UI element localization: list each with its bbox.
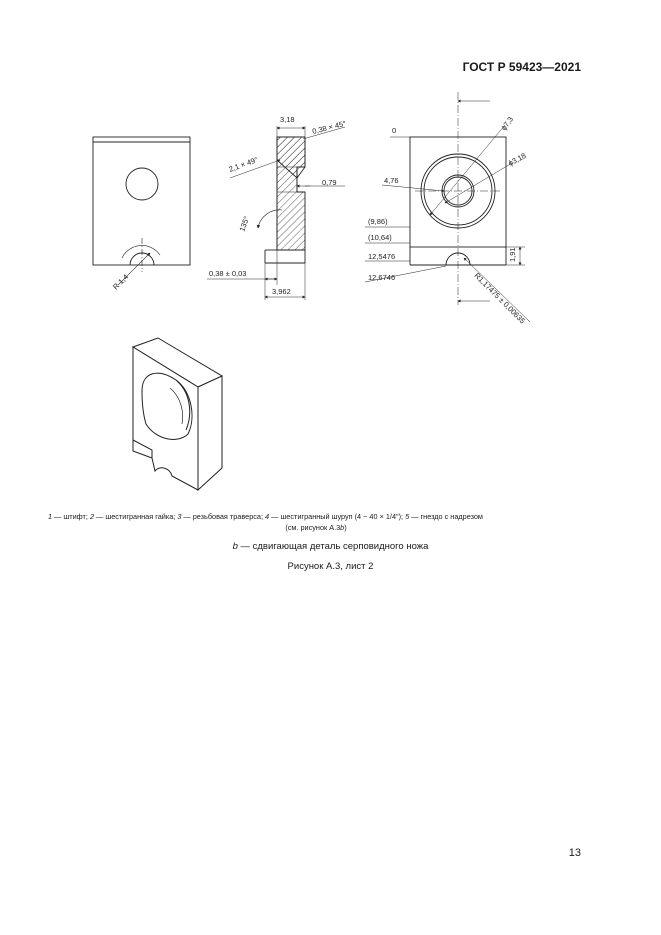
figure-caption: Рисунок А.3, лист 2 <box>287 561 374 572</box>
legend-line-2 <box>48 522 584 533</box>
legend-item-5: — гнездо с надрезом <box>409 512 483 521</box>
right-dia-outer: ϕ7,3 <box>499 114 516 133</box>
side-angle: 135° <box>237 215 252 233</box>
right-dia-inner: ϕ3,18 <box>506 150 528 168</box>
legend-item-4: — шестигранный шуруп (4 − 40 × 1/4"); <box>269 512 406 521</box>
side-chamfer-right: 0,38 × 45° <box>311 118 347 136</box>
legend-num-2: 2 <box>89 512 94 521</box>
right-notch-radius: R1,17475 ± 0,00635 <box>472 271 527 326</box>
right-dim-4: 12,6746 <box>368 273 396 282</box>
side-top-width: 3,18 <box>280 115 295 124</box>
right-notch-height: 1,91 <box>508 247 517 262</box>
legend-num-3: 3 <box>177 512 182 521</box>
side-offset: 0,38 ± 0,03 <box>209 269 247 278</box>
legend-ref-letter: b <box>340 523 345 532</box>
front-view <box>93 137 190 285</box>
right-center-height: 4,76 <box>384 176 399 185</box>
legend-ref-post: ) <box>344 523 347 532</box>
side-total-width: 3,962 <box>272 287 291 296</box>
legend-item-1: — штифт; <box>52 512 90 521</box>
legend-item-3: — резьбовая траверса; <box>181 512 266 521</box>
figure-subcaption <box>0 541 661 552</box>
subcaption-letter: b <box>232 541 238 552</box>
right-origin: 0 <box>392 126 397 135</box>
side-chamfer-left: 2,1 × 49° <box>227 155 260 174</box>
side-slot: 0,79 <box>322 178 337 187</box>
legend-num-5: 5 <box>405 512 410 521</box>
legend-ref-pre: (см. рисунок А.3 <box>285 523 341 532</box>
page-number: 13 <box>568 847 581 859</box>
document-code: ГОСТ Р 59423—2021 <box>462 60 581 74</box>
subcaption-text: — сдвигающая деталь серповидного ножа <box>237 541 429 552</box>
figure-legend <box>48 511 584 533</box>
legend-num-1: 1 <box>48 512 53 521</box>
right-dim-2: (10,64) <box>368 233 392 242</box>
legend-num-4: 4 <box>265 512 270 521</box>
right-dim-1: (9,86) <box>368 217 388 226</box>
front-radius-label: R 1,4 <box>111 272 131 292</box>
isometric-view <box>133 338 222 490</box>
legend-item-2: — шестигранная гайка; <box>94 512 178 521</box>
right-dim-3: 12,5476 <box>368 252 396 261</box>
